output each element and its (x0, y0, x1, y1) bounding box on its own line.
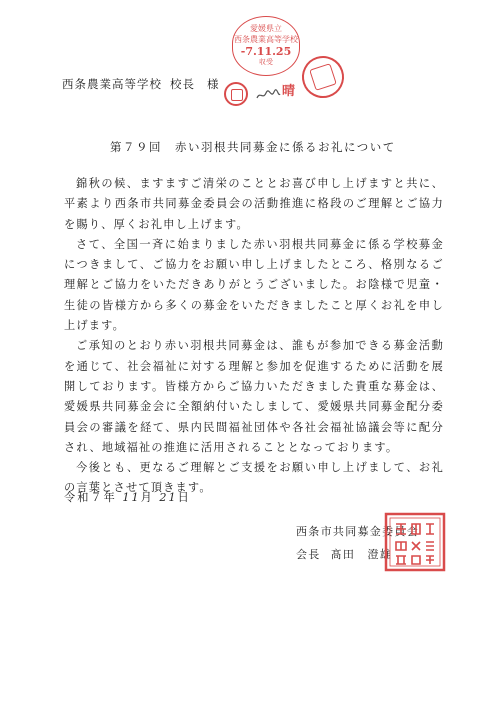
addressee-title: 校長 (170, 77, 195, 91)
sender-name-line (296, 546, 392, 562)
addressee (62, 76, 220, 92)
letter-date (64, 489, 191, 505)
handwritten-mark: 晴 (282, 84, 296, 99)
date-era: 令和７年 (64, 491, 117, 504)
sender-seal-icon (384, 512, 446, 572)
paragraph: 錦秋の候、ますますご清栄のこととお喜び申し上げますと共に、平素より西条市共同募金委員会の活動推進に格段のご理解とご協力を賜り、厚くお礼申し上げます。 (64, 177, 444, 231)
received-stamp-line: 西条農業高等学校 (234, 35, 298, 44)
date-month: 11 (122, 491, 141, 504)
sender-organization: 西条市共同募金委員会 (296, 525, 419, 538)
received-stamp-line: 愛媛県立 (250, 24, 282, 33)
received-stamp-line: 収受 (259, 58, 273, 66)
letter-body (64, 174, 444, 499)
addressee-honorific: 様 (207, 77, 220, 91)
paragraph: 今後とも、更なるご理解とご支援をお願い申し上げまして、お礼の言葉とさせて頂きます。 (64, 461, 444, 495)
handwritten-signature-icon (255, 88, 281, 102)
approval-seal-icon (224, 82, 248, 106)
received-stamp (232, 16, 300, 76)
date-day: 21 (159, 491, 178, 504)
sender-name: 髙田 澄雄 (330, 548, 393, 561)
document-title: 第７９回 赤い羽根共同募金に係るお礼について (110, 140, 396, 154)
sender-position: 会長 (296, 548, 321, 561)
received-stamp-date: -7.11.25 (240, 45, 292, 58)
date-month-unit: 月 (140, 491, 154, 504)
paragraph: さて、全国一斉に始まりました赤い羽根共同募金に係る学校募金につきまして、ご協力をお願い申し上げましたところ、格別なるご理解とご協力をいただきありがとうございました。お陰様で児童・生徒の皆様方から多くの募金をいただきましたこと厚くお礼を申し上げます。 (64, 237, 444, 333)
paragraph: ご承知のとおり赤い羽根共同募金は、誰もが参加できる募金活動を通じて、社会福祉に対する理解と参加を促進するために活動を展開しております。皆様方からご協力いただきました貴重な募金は、愛媛県共同募金会に全額納付いたしまして、愛媛県共同募金配分委員会の審議を経て、県内民間福祉団体や各社会福祉協議会等に配分され、地域福祉の推進に活用されることとなっております。 (64, 339, 444, 454)
date-day-unit: 日 (177, 491, 191, 504)
addressee-school: 西条農業高等学校 (62, 77, 162, 91)
